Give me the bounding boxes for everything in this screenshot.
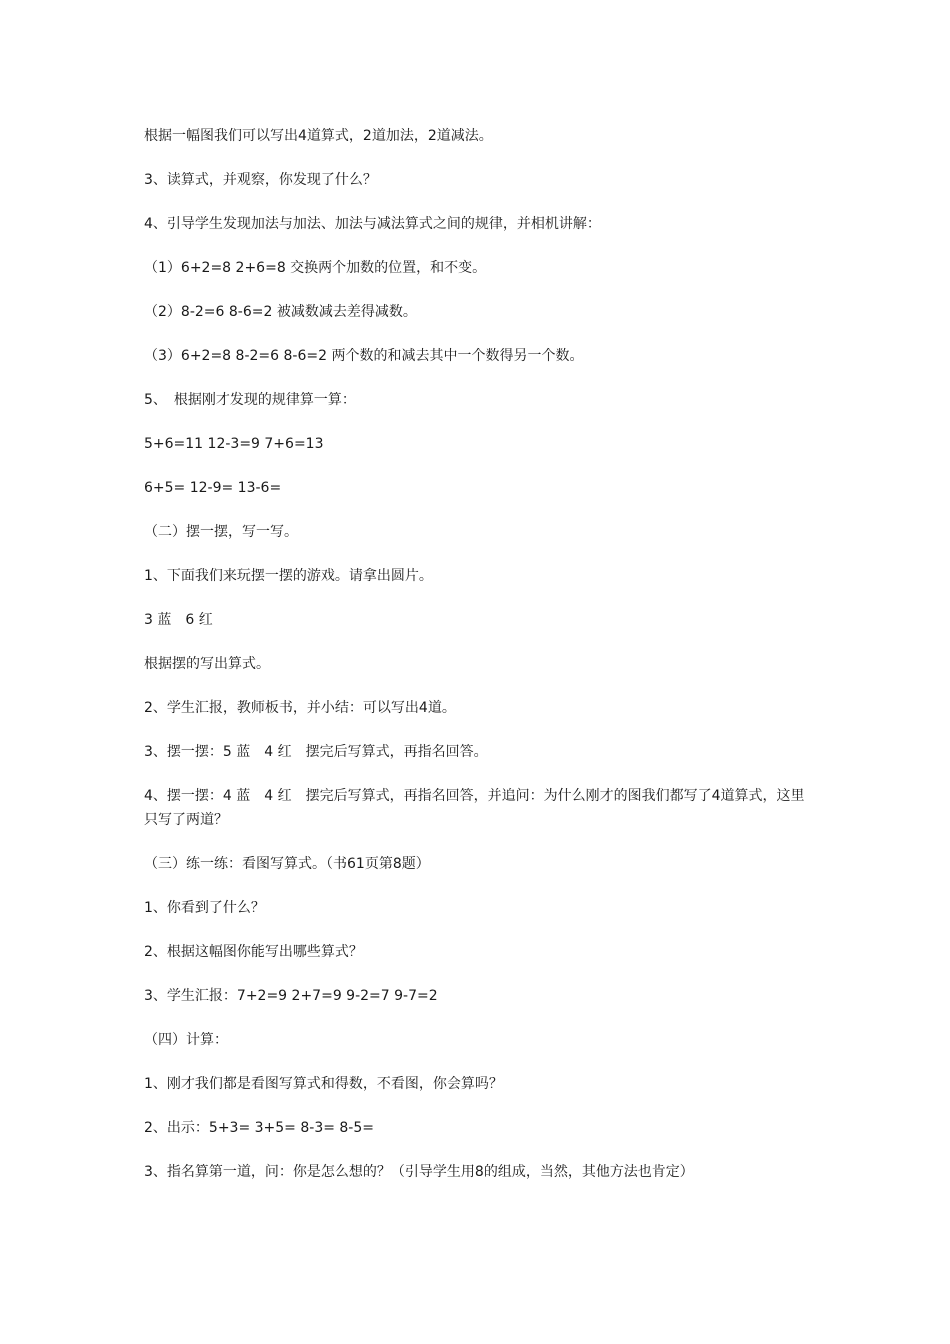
paragraph: 1、下面我们来玩摆一摆的游戏。请拿出圆片。 [144,568,433,584]
paragraph: （3）6+2=8 8-2=6 8-6=2 两个数的和减去其中一个数得另一个数。 [144,348,584,364]
paragraph: 2、根据这幅图你能写出哪些算式？ [144,944,363,960]
paragraph: 3、指名算第一道，问：你是怎么想的？（引导学生用8的组成，当然，其他方法也肯定） [144,1164,694,1180]
paragraph: 1、你看到了什么？ [144,900,265,916]
paragraph: （二）摆一摆，写一写。 [144,524,298,540]
paragraph: 5+6=11 12-3=9 7+6=13 [144,436,324,452]
paragraph: 根据一幅图我们可以写出4道算式，2道加法，2道减法。 [144,128,493,144]
paragraph: （三）练一练：看图写算式。（书61页第8题） [144,856,430,872]
paragraph: 3、读算式，并观察，你发现了什么？ [144,172,377,188]
document-body [144,124,814,1204]
paragraph: 3 蓝 6 红 [144,612,213,628]
paragraph: 2、学生汇报，教师板书，并小结：可以写出4道。 [144,700,456,716]
paragraph: 3、摆一摆：5 蓝 4 红 摆完后写算式，再指名回答。 [144,744,488,760]
paragraph: 5、 根据刚才发现的规律算一算： [144,392,356,408]
paragraph: （1）6+2=8 2+6=8 交换两个加数的位置，和不变。 [144,260,487,276]
paragraph: （四）计算： [144,1032,228,1048]
paragraph: （2）8-2=6 8-6=2 被减数减去差得减数。 [144,304,417,320]
paragraph: 根据摆的写出算式。 [144,656,270,672]
paragraph: 4、引导学生发现加法与加法、加法与减法算式之间的规律，并相机讲解： [144,216,601,232]
paragraph: 4、摆一摆：4 蓝 4 红 摆完后写算式，再指名回答，并追问：为什么刚才的图我们都写了4道算式，这里只写了两道？ [144,788,805,828]
paragraph: 6+5= 12-9= 13-6= [144,480,282,496]
paragraph: 3、学生汇报：7+2=9 2+7=9 9-2=7 9-7=2 [144,988,438,1004]
paragraph: 1、刚才我们都是看图写算式和得数，不看图，你会算吗？ [144,1076,503,1092]
paragraph: 2、出示：5+3= 3+5= 8-3= 8-5= [144,1120,375,1136]
